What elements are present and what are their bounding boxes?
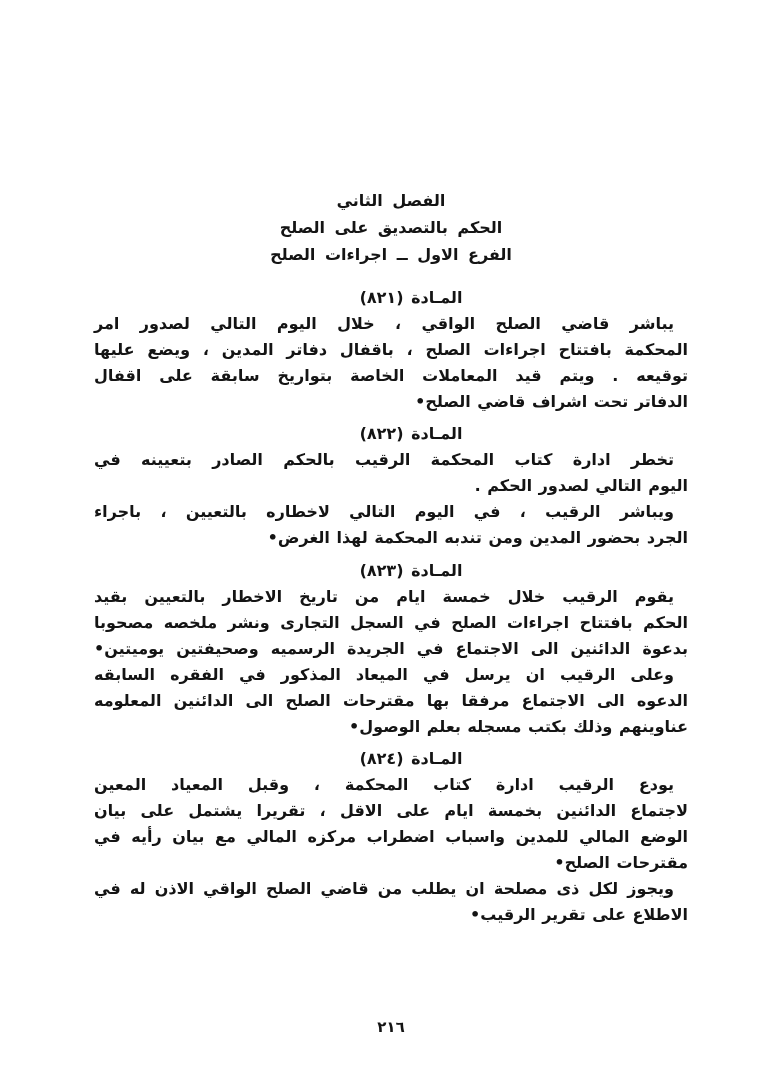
article-line: عناوينهم وذلك بكتب مسجله بعلم الوصول• <box>349 717 688 736</box>
article-line: المحكمة بافتتاح اجراءات الصلح ، باقفال دفاتر المدين ، ويضع عليها <box>94 340 688 359</box>
article-line: تخطر ادارة كتاب المحكمة الرقيب بالحكم الصادر بتعيينه في <box>94 450 674 469</box>
article-line: يقوم الرقيب خلال خمسة ايام من تاريخ الاخطار بالتعيين بقيد <box>94 587 674 606</box>
article-line: اليوم التالي لصدور الحكم . <box>474 476 688 495</box>
article-line: بدعوة الدائنين الى الاجتماع في الجريدة الرسميه وصحيفتين يوميتين• <box>94 639 688 658</box>
article-823-title: المـادة (٨٢٣) <box>359 561 463 580</box>
article-line: الدفاتر تحت اشراف قاضي الصلح• <box>415 392 688 411</box>
article-821 <box>94 285 688 415</box>
article-line: يودع الرقيب ادارة كتاب المحكمة ، وقبل المعياد المعين <box>94 775 674 794</box>
article-822-title: المـادة (٨٢٢) <box>359 424 463 443</box>
chapter-heading <box>94 187 688 268</box>
article-line: الجرد بحضور المدين ومن تندبه المحكمة لهذا الغرض• <box>267 528 688 547</box>
page-number: ٢١٦ <box>377 1018 405 1036</box>
chapter-title: الفصل الثاني <box>336 191 446 210</box>
article-823 <box>94 558 688 740</box>
article-line: توقيعه . ويتم قيد المعاملات الخاصة بتواريخ سابقة على اقفال <box>94 366 688 385</box>
branch-title: الفرع الاول ــ اجراءات الصلح <box>270 245 512 264</box>
article-line: يباشر قاضي الصلح الواقي ، خلال اليوم التالي لصدور امر <box>94 314 674 333</box>
article-821-title: المـادة (٨٢١) <box>359 288 463 307</box>
article-line: ويباشر الرقيب ، في اليوم التالي لاخطاره بالتعيين ، باجراء <box>94 502 674 521</box>
article-line: الحكم بافتتاح اجراءات الصلح في السجل التجارى ونشر ملخصه مصحوبا <box>94 613 688 632</box>
article-line: مقترحات الصلح• <box>554 853 688 872</box>
article-line: وعلى الرقيب ان يرسل في الميعاد المذكور في الفقره السابقه <box>94 665 674 684</box>
article-line: لاجتماع الدائنين بخمسة ايام على الاقل ، تقريرا يشتمل على بيان <box>94 801 688 820</box>
article-824 <box>94 746 688 928</box>
article-824-title: المـادة (٨٢٤) <box>359 749 463 768</box>
article-line: الوضع المالي للمدين واسباب اضطراب مركزه المالي مع بيان رأيه في <box>94 827 688 846</box>
article-line: الدعوه الى الاجتماع مرفقا بها مقترحات الصلح الى الدائنين المعلومه <box>94 691 688 710</box>
article-line: ويجوز لكل ذى مصلحة ان يطلب من قاضي الصلح الواقي الاذن له في <box>94 879 674 898</box>
article-line: الاطلاع على تقرير الرقيب• <box>470 905 688 924</box>
chapter-subtitle: الحكم بالتصديق على الصلح <box>279 218 503 237</box>
article-822 <box>94 421 688 551</box>
